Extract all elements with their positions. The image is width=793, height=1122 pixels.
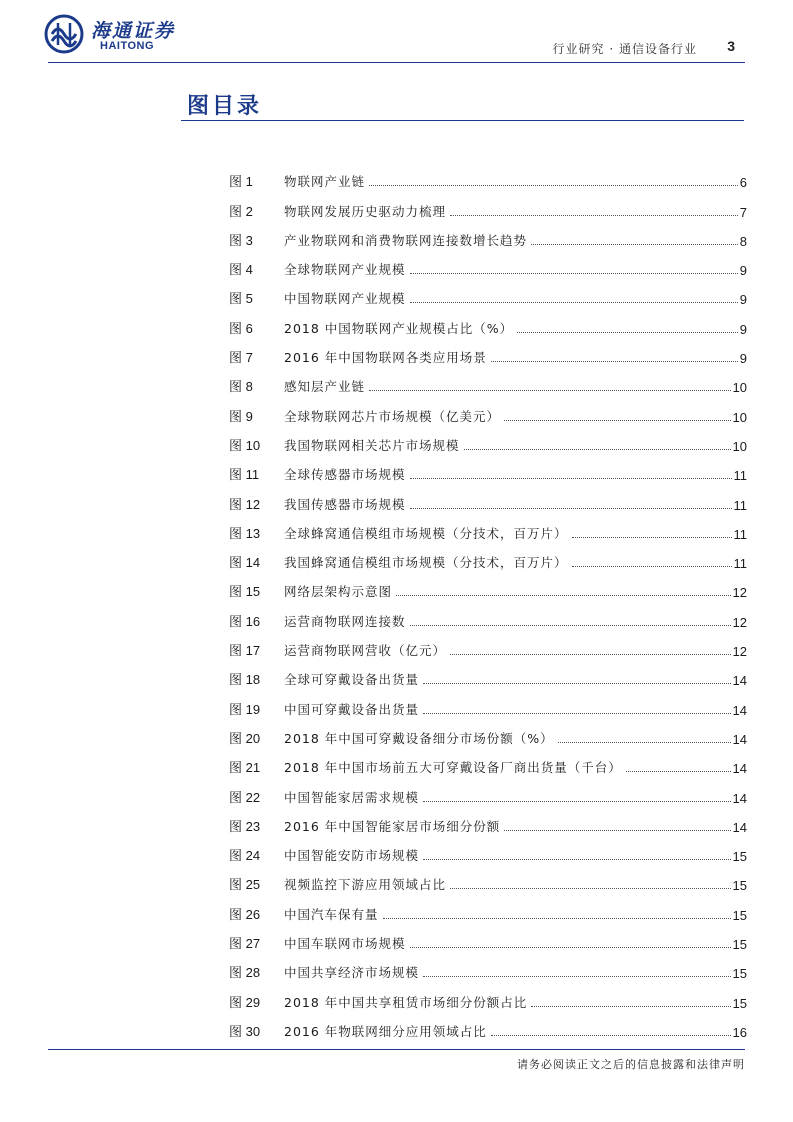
- logo-english-name: HAITONG: [100, 40, 155, 52]
- figure-number: 图 25: [229, 877, 261, 893]
- page-reference: 12: [732, 614, 747, 630]
- figure-title: 2018 年中国市场前五大可穿戴设备厂商出货量（千台）: [284, 760, 622, 776]
- dot-leader: [572, 566, 732, 567]
- figure-number: 图 14: [229, 555, 261, 571]
- figure-title: 中国共享经济市场规模: [284, 965, 420, 981]
- toc-entry[interactable]: [229, 864, 747, 893]
- dot-leader: [410, 625, 731, 626]
- page-reference: 12: [732, 644, 747, 660]
- page-reference: 12: [732, 585, 747, 601]
- figure-number: 图 27: [229, 936, 261, 952]
- toc-entry[interactable]: [229, 395, 747, 424]
- dot-leader: [517, 332, 738, 333]
- toc-entry[interactable]: [229, 1011, 747, 1040]
- toc-entry[interactable]: [229, 600, 747, 629]
- toc-entry[interactable]: [229, 278, 747, 307]
- figure-title: 运营商物联网连接数: [284, 613, 406, 629]
- page-reference: 14: [732, 790, 747, 806]
- dot-leader: [572, 537, 732, 538]
- toc-entry[interactable]: [229, 425, 747, 454]
- dot-leader: [531, 244, 738, 245]
- toc-entry[interactable]: [229, 806, 747, 835]
- figure-title: 2016 年中国智能家居市场细分份额: [284, 818, 501, 834]
- figure-title: 物联网产业链: [284, 174, 366, 190]
- figure-title: 2018 年中国共享租赁市场细分份额占比: [284, 994, 528, 1010]
- page-reference: 8: [739, 233, 747, 249]
- haitong-logo-icon: [44, 14, 84, 54]
- page-reference: 14: [732, 819, 747, 835]
- figure-number: 图 4: [229, 262, 253, 278]
- figure-title: 全球可穿戴设备出货量: [284, 672, 420, 688]
- page-reference: 9: [739, 292, 747, 308]
- page-reference: 15: [732, 849, 747, 865]
- figure-number: 图 8: [229, 379, 253, 395]
- page-reference: 15: [732, 966, 747, 982]
- page-reference: 10: [732, 380, 747, 396]
- figure-number: 图 30: [229, 1023, 261, 1039]
- toc-entry[interactable]: [229, 190, 747, 219]
- figure-number: 图 13: [229, 525, 261, 541]
- figure-title: 视频监控下游应用领域占比: [284, 877, 447, 893]
- page-number: 3: [727, 38, 735, 54]
- toc-entry[interactable]: [229, 337, 747, 366]
- figure-title: 中国智能家居需求规模: [284, 789, 420, 805]
- dot-leader: [410, 947, 731, 948]
- toc-entry[interactable]: [229, 893, 747, 922]
- dot-leader: [531, 1006, 730, 1007]
- dot-leader: [423, 859, 731, 860]
- toc-entry[interactable]: [229, 366, 747, 395]
- figure-title: 全球物联网产业规模: [284, 262, 406, 278]
- toc-entry[interactable]: [229, 835, 747, 864]
- page-reference: 9: [739, 321, 747, 337]
- figure-title: 2018 年中国可穿戴设备细分市场份额（%）: [284, 730, 554, 746]
- figure-number: 图 23: [229, 818, 261, 834]
- dot-leader: [450, 654, 731, 655]
- figure-title: 2016 年物联网细分应用领域占比: [284, 1023, 487, 1039]
- page-reference: 9: [739, 351, 747, 367]
- figure-title: 产业物联网和消费物联网连接数增长趋势: [284, 232, 528, 248]
- page-reference: 9: [739, 263, 747, 279]
- dot-leader: [504, 420, 731, 421]
- figure-title: 我国物联网相关芯片市场规模: [284, 437, 460, 453]
- figure-title: 全球物联网芯片市场规模（亿美元）: [284, 408, 501, 424]
- page-reference: 15: [732, 995, 747, 1011]
- page-reference: 11: [733, 468, 747, 484]
- title-divider: [181, 120, 744, 121]
- figure-number: 图 3: [229, 232, 253, 248]
- toc-entry[interactable]: [229, 307, 747, 336]
- figure-title: 我国蜂窝通信模组市场规模（分技术，百万片）: [284, 555, 568, 571]
- figure-title: 2018 中国物联网产业规模占比（%）: [284, 320, 514, 336]
- page-reference: 7: [739, 204, 747, 220]
- figure-title: 网络层架构示意图: [284, 584, 393, 600]
- figure-title: 中国物联网产业规模: [284, 291, 406, 307]
- toc-entry[interactable]: [229, 659, 747, 688]
- dot-leader: [450, 888, 731, 889]
- page-reference: 14: [732, 673, 747, 689]
- figure-number: 图 2: [229, 203, 253, 219]
- toc-entry[interactable]: [229, 952, 747, 981]
- dot-leader: [410, 478, 732, 479]
- page-reference: 6: [739, 175, 747, 191]
- figure-title: 全球蜂窝通信模组市场规模（分技术，百万片）: [284, 525, 568, 541]
- page-reference: 14: [732, 702, 747, 718]
- figure-number: 图 20: [229, 730, 261, 746]
- report-section-label: 行业研究 · 通信设备行业: [552, 42, 697, 56]
- figure-number: 图 5: [229, 291, 253, 307]
- figure-title: 中国可穿戴设备出货量: [284, 701, 420, 717]
- dot-leader: [423, 683, 731, 684]
- page-reference: 14: [732, 731, 747, 747]
- page-reference: 10: [732, 409, 747, 425]
- page-reference: 14: [732, 761, 747, 777]
- dot-leader: [558, 742, 731, 743]
- header-divider: [48, 62, 745, 63]
- dot-leader: [423, 976, 731, 977]
- dot-leader: [626, 771, 731, 772]
- toc-entry[interactable]: [229, 747, 747, 776]
- toc-entry[interactable]: [229, 542, 747, 571]
- figure-number: 图 9: [229, 408, 253, 424]
- toc-entry[interactable]: [229, 454, 747, 483]
- toc-entry[interactable]: [229, 776, 747, 805]
- figure-number: 图 7: [229, 350, 253, 366]
- dot-leader: [491, 361, 738, 362]
- dot-leader: [369, 185, 738, 186]
- dot-leader: [410, 273, 738, 274]
- dot-leader: [423, 801, 731, 802]
- dot-leader: [504, 830, 730, 831]
- figure-number: 图 29: [229, 994, 261, 1010]
- toc-entry[interactable]: [229, 923, 747, 952]
- toc-entry[interactable]: [229, 571, 747, 600]
- toc-entry[interactable]: [229, 688, 747, 717]
- dot-leader: [450, 215, 738, 216]
- dot-leader: [383, 918, 731, 919]
- figure-title: 感知层产业链: [284, 379, 366, 395]
- figure-number: 图 16: [229, 613, 261, 629]
- page-reference: 11: [733, 526, 747, 542]
- page-reference: 15: [732, 937, 747, 953]
- figure-number: 图 1: [229, 174, 253, 190]
- dot-leader: [396, 595, 731, 596]
- figure-title: 2016 年中国物联网各类应用场景: [284, 350, 487, 366]
- dot-leader: [410, 302, 738, 303]
- company-logo: [44, 14, 194, 56]
- figure-number: 图 17: [229, 643, 261, 659]
- page-reference: 10: [732, 438, 747, 454]
- page-title: 图目录: [187, 94, 263, 119]
- page-reference: 15: [732, 907, 747, 923]
- dot-leader: [423, 713, 731, 714]
- figure-title: 运营商物联网营收（亿元）: [284, 643, 447, 659]
- toc-entry[interactable]: [229, 718, 747, 747]
- toc-entry[interactable]: [229, 249, 747, 278]
- figure-number: 图 11: [229, 467, 260, 483]
- toc-entry[interactable]: [229, 981, 747, 1010]
- dot-leader: [464, 449, 731, 450]
- figure-title: 我国传感器市场规模: [284, 496, 406, 512]
- toc-entry[interactable]: [229, 161, 747, 190]
- dot-leader: [369, 390, 731, 391]
- figure-number: 图 26: [229, 906, 261, 922]
- figure-title: 物联网发展历史驱动力梳理: [284, 203, 447, 219]
- page-reference: 15: [732, 878, 747, 894]
- toc-entry[interactable]: [229, 513, 747, 542]
- figure-number: 图 22: [229, 789, 261, 805]
- figure-title: 中国汽车保有量: [284, 906, 379, 922]
- figure-number: 图 19: [229, 701, 261, 717]
- toc-entry[interactable]: [229, 630, 747, 659]
- toc-entry[interactable]: [229, 220, 747, 249]
- figure-number: 图 15: [229, 584, 261, 600]
- dot-leader: [410, 508, 732, 509]
- figure-number: 图 21: [229, 760, 261, 776]
- page-reference: 16: [732, 1024, 747, 1040]
- page-reference: 11: [733, 556, 747, 572]
- figure-number: 图 28: [229, 965, 261, 981]
- figure-number: 图 18: [229, 672, 261, 688]
- figure-title: 全球传感器市场规模: [284, 467, 406, 483]
- figure-title: 中国车联网市场规模: [284, 936, 406, 952]
- figure-number: 图 6: [229, 320, 253, 336]
- footer-divider: [48, 1049, 745, 1050]
- toc-entry[interactable]: [229, 483, 747, 512]
- dot-leader: [491, 1035, 731, 1036]
- figure-title: 中国智能安防市场规模: [284, 848, 420, 864]
- logo-chinese-name: 海通证券: [91, 20, 176, 42]
- figure-table-of-contents: [229, 161, 747, 1040]
- figure-number: 图 24: [229, 848, 261, 864]
- page-reference: 11: [733, 497, 747, 513]
- figure-number: 图 10: [229, 437, 261, 453]
- figure-number: 图 12: [229, 496, 261, 512]
- legal-disclaimer: 请务必阅读正文之后的信息披露和法律声明: [517, 1058, 745, 1071]
